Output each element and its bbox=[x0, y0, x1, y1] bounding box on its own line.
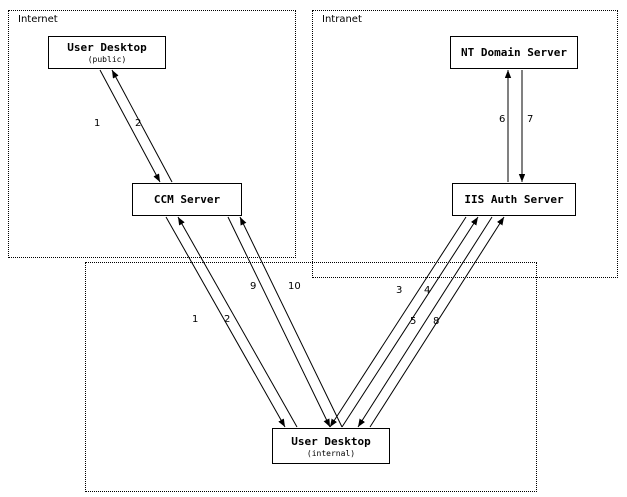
node-title: User Desktop bbox=[291, 434, 371, 448]
edge-label: 10 bbox=[288, 281, 301, 292]
edge-label: 8 bbox=[433, 316, 440, 327]
node-nt-domain-server[interactable] bbox=[450, 36, 578, 69]
edge-label: 1 bbox=[94, 118, 101, 129]
edge-label: 5 bbox=[410, 316, 417, 327]
node-title: IIS Auth Server bbox=[464, 193, 564, 206]
node-ccm-server[interactable] bbox=[132, 183, 242, 216]
edge-label: 7 bbox=[527, 114, 534, 125]
node-subtitle: (public) bbox=[87, 55, 127, 64]
node-title: CCM Server bbox=[153, 193, 221, 206]
node-iis-auth-server[interactable] bbox=[452, 183, 576, 216]
node-user-desktop-internal[interactable] bbox=[272, 428, 390, 464]
edge-label: 3 bbox=[396, 285, 403, 296]
edge-label: 2 bbox=[224, 314, 231, 325]
node-subtitle: (internal) bbox=[306, 448, 356, 458]
zone-internet-label: Internet bbox=[18, 14, 58, 25]
edge-label: 4 bbox=[424, 285, 431, 296]
edge-label: 2 bbox=[135, 118, 142, 129]
node-title: User Desktop bbox=[67, 41, 147, 54]
edge-label: 6 bbox=[499, 114, 506, 125]
node-title: NT Domain Server bbox=[461, 46, 567, 59]
zone-intranet-label: Intranet bbox=[322, 14, 362, 25]
node-user-desktop-public[interactable] bbox=[48, 36, 166, 69]
edge-label: 1 bbox=[192, 314, 199, 325]
edge-label: 9 bbox=[250, 281, 257, 292]
